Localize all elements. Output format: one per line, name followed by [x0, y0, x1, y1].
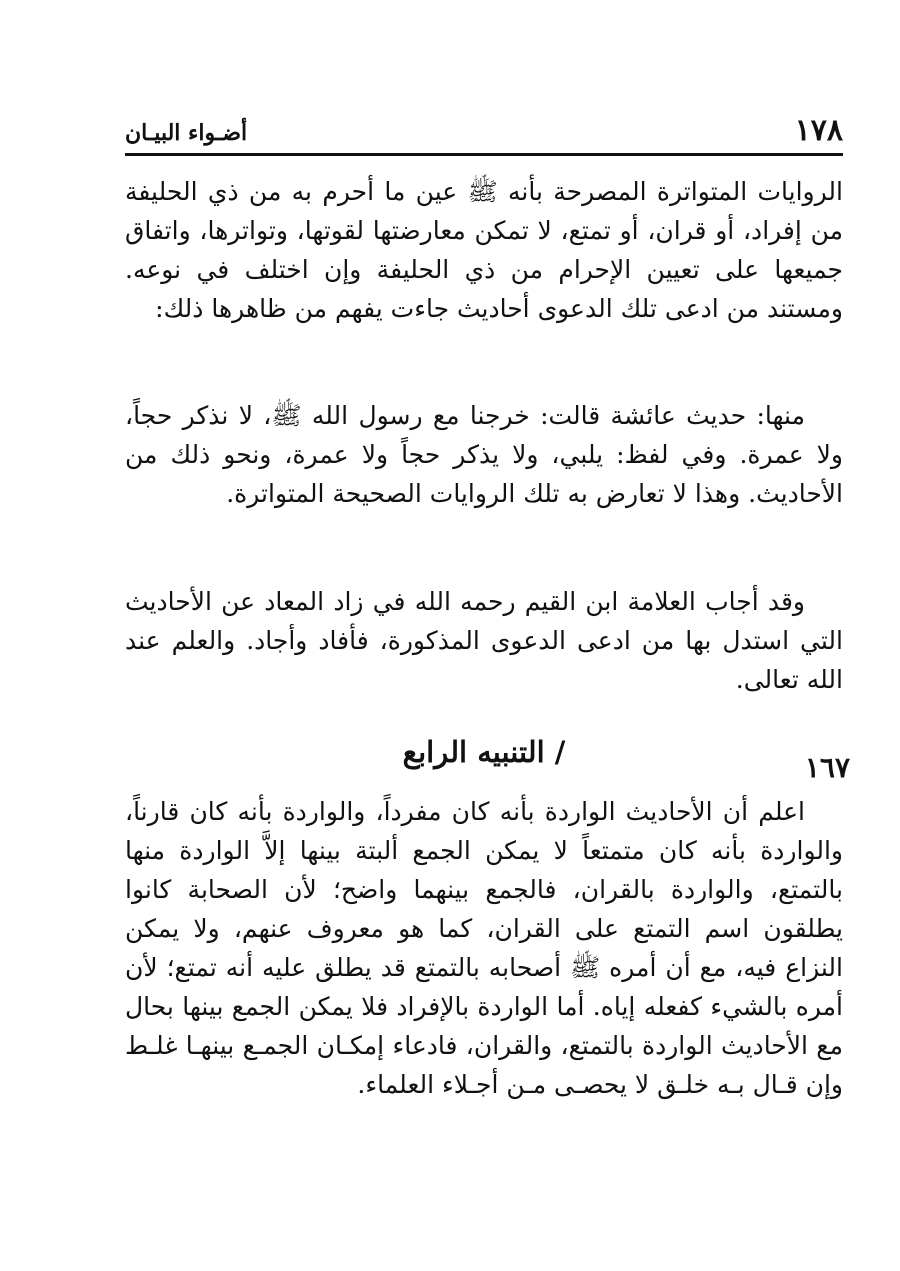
paragraph-1: [125, 172, 843, 328]
margin-page-number: ١٦٧: [804, 751, 850, 784]
paragraph-2: [125, 396, 843, 513]
page-header: [125, 112, 843, 152]
page-number: ١٧٨: [794, 113, 843, 148]
paragraph-1-text: الروايات المتواترة المصرحة بأنه ﷺ عين ما أحرم به من ذي الحليفة من إفراد، أو قران، أو تمتع، لا تمكن معارضتها لقوتها، وتواترها، واتفاق جميعها على تعيين الإحرام من ذي الحليفة وإن اختلف في نوعه. ومستند من ادعى تلك الدعوى أحاديث جاءت يفهم من ظاهرها ذلك:: [125, 177, 843, 323]
paragraph-3: [125, 582, 843, 699]
paragraph-3-text: وقد أجاب العلامة ابن القيم رحمه الله في زاد المعاد عن الأحاديث التي استدل بها من ادعى الدعوى المذكورة، فأفاد وأجاد. والعلم عند الله تعالى.: [125, 587, 843, 694]
section-heading: / التنبيه الرابع: [402, 735, 566, 769]
paragraph-4-text: اعلم أن الأحاديث الواردة بأنه كان مفرداً، والواردة بأنه كان قارناً، والواردة بأنه كان متمتعاً لا يمكن الجمع ألبتة بينها إلاَّ الواردة منها بالتمتع، والواردة بالقران، فالجمع بينهما واضح؛ لأن الصحابة كانوا يطلقون اسم التمتع على القران، كما هو معروف عنهم، ولا يمكن النزاع فيه، مع أن أمره ﷺ أصحابه بالتمتع قد يطلق عليه أنه تمتع؛ لأن أمره بالشيء كفعله إياه. أما الواردة بالإفراد فلا يمكن الجمع بينها بحال مع الأحاديث الواردة بالتمتع، والقران، فادعاء إمكـان الجمـع بينهـا غلـط وإن قـال بـه خلـق لا يحصـى مـن أجـلاء العلماء.: [125, 797, 843, 1099]
header-rule: [125, 153, 843, 156]
paragraph-2-text: منها: حديث عائشة قالت: خرجنا مع رسول الله ﷺ، لا نذكر حجاً، ولا عمرة. وفي لفظ: يلبي، ولا يذكر حجاً ولا عمرة، ونحو ذلك من الأحاديث. وهذا لا تعارض به تلك الروايات الصحيحة المتواترة.: [125, 401, 843, 508]
book-title: أضـواء البيـان: [125, 120, 248, 146]
paragraph-4: [125, 792, 843, 1104]
